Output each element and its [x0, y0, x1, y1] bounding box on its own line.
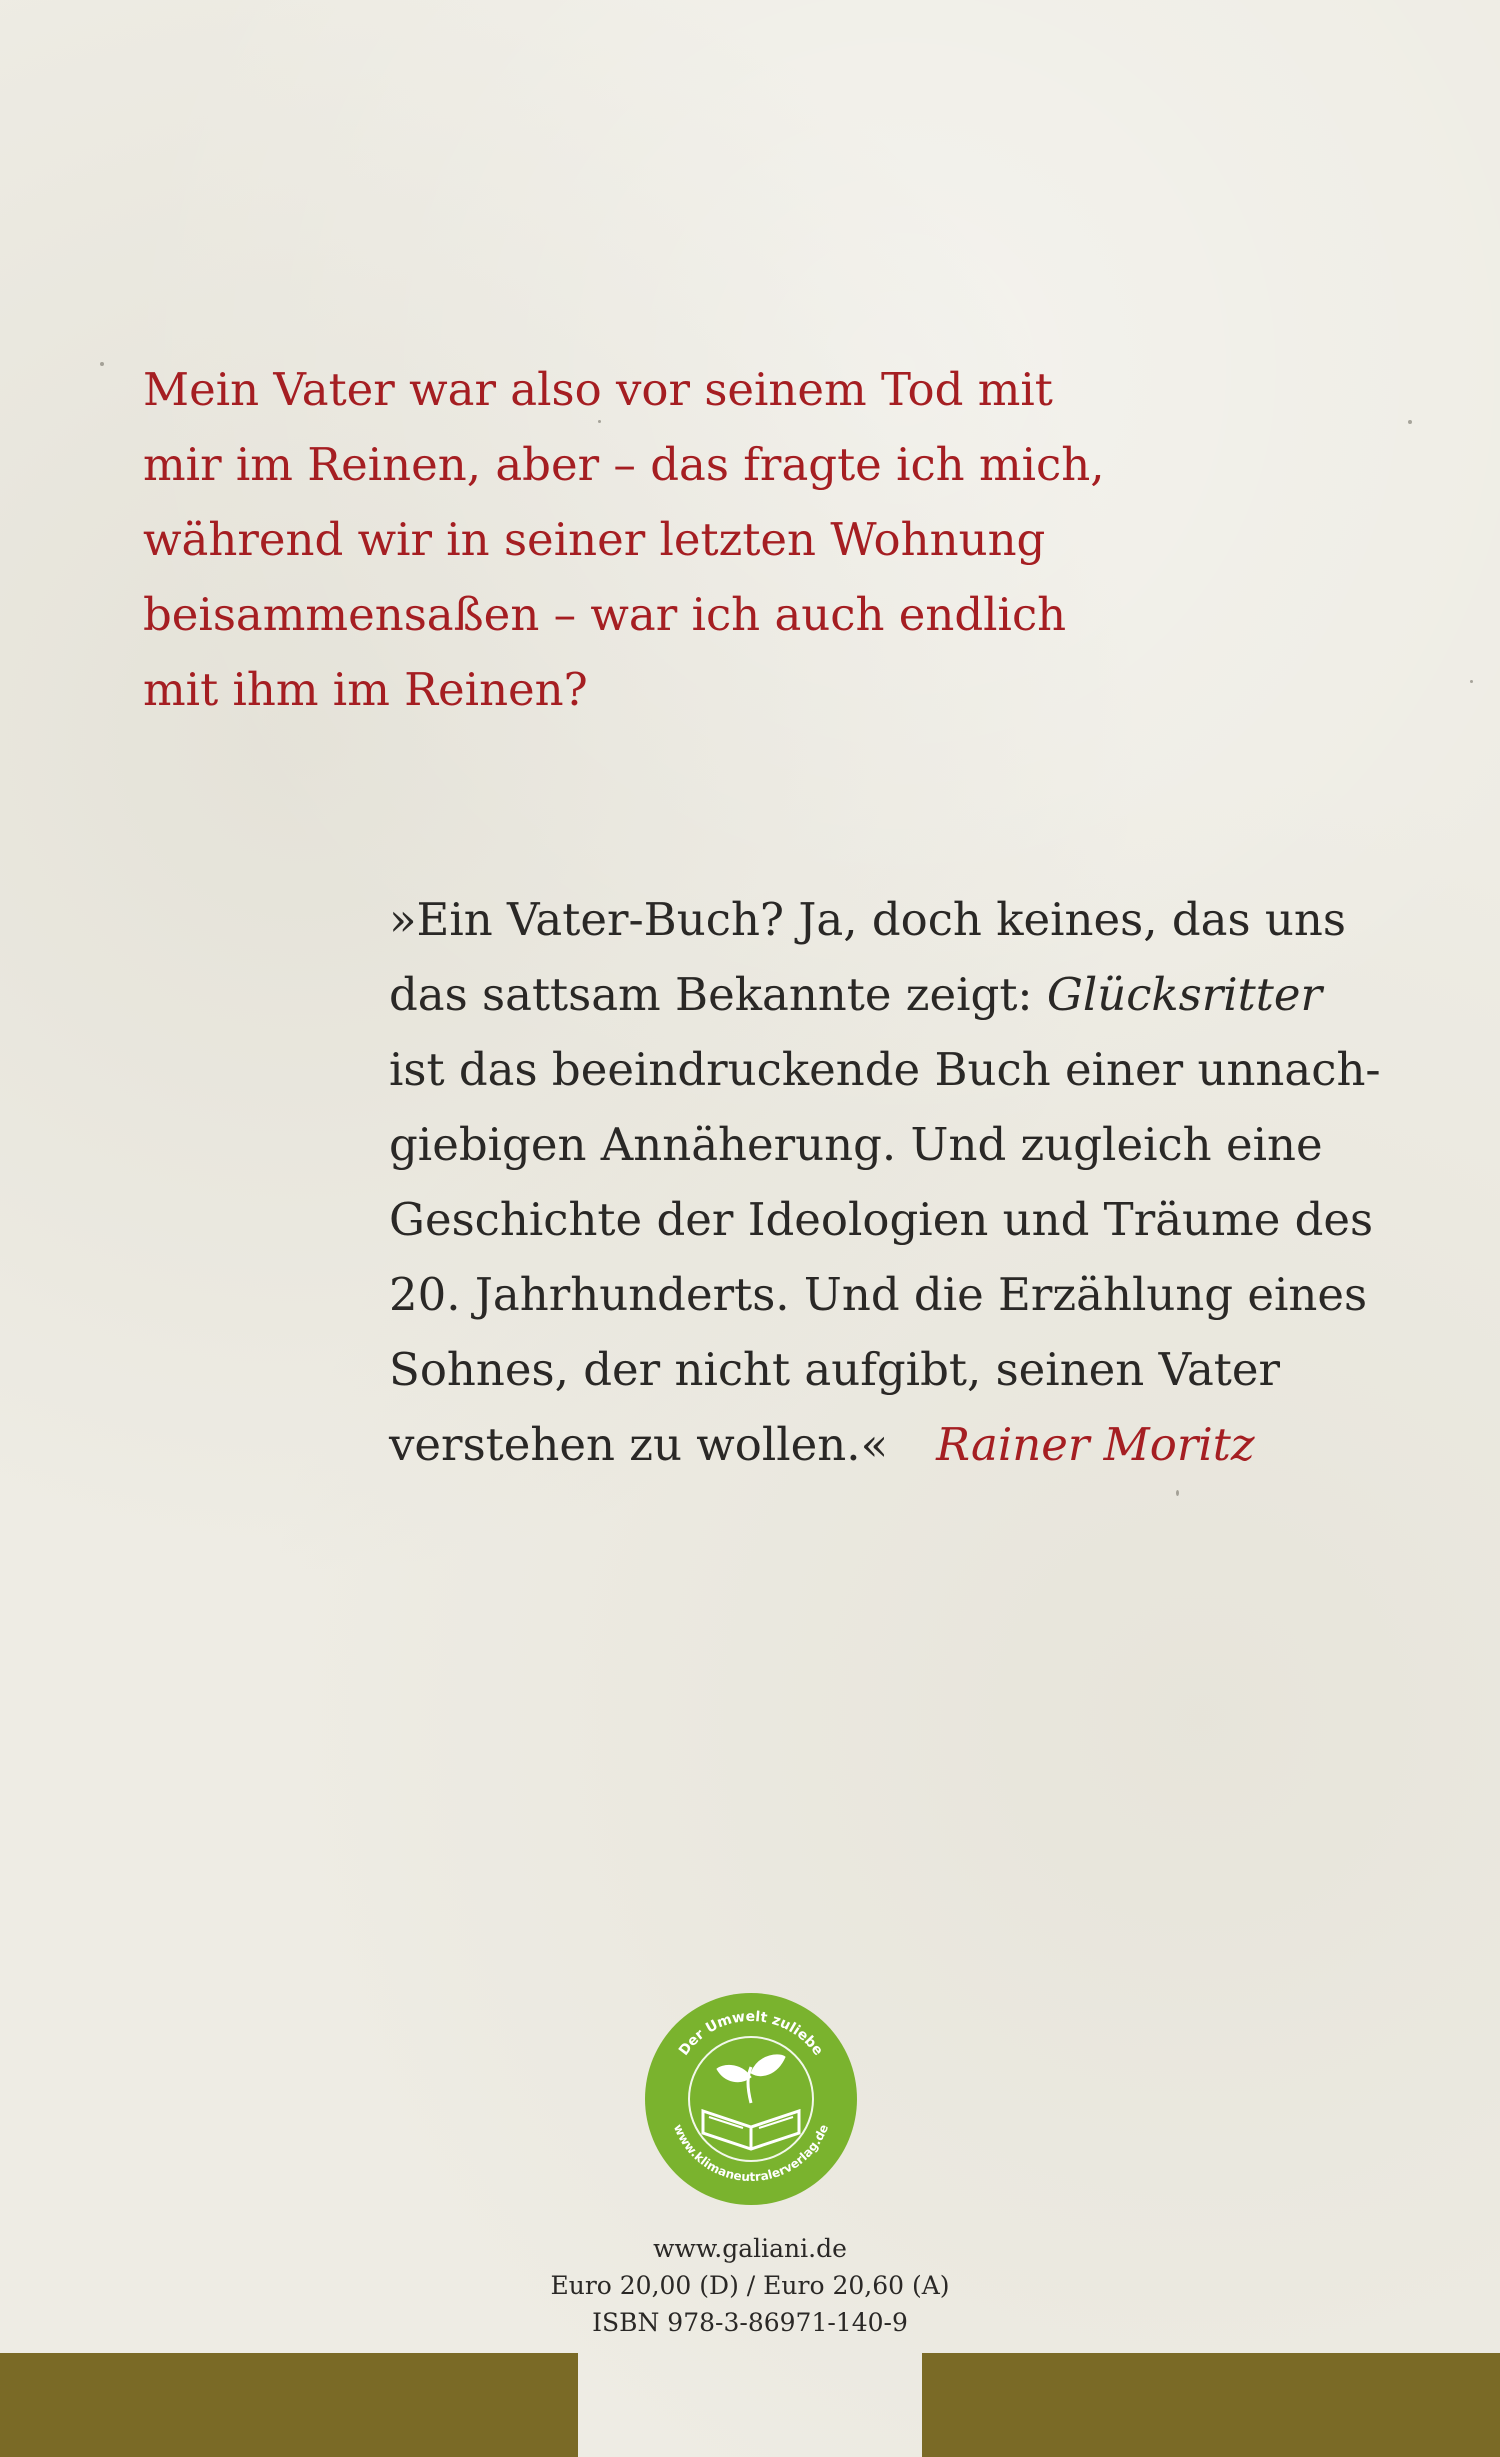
publisher-website: www.galiani.de	[653, 2234, 847, 2263]
book-title: Glücksritter	[1046, 968, 1322, 1021]
review-quote	[389, 882, 1389, 1482]
review-line	[389, 957, 1389, 1032]
excerpt-line: mit ihm im Reinen?	[143, 663, 588, 716]
review-line	[389, 1407, 1389, 1482]
excerpt-line: während wir in seiner letzten Wohnung	[143, 513, 1046, 566]
excerpt-line: mir im Reinen, aber – das fragte ich mich,	[143, 438, 1105, 491]
review-line: Geschichte der Ideologien und Träume des	[389, 1193, 1374, 1246]
review-author: Rainer Moritz	[936, 1418, 1255, 1471]
paper-speck	[1470, 680, 1473, 683]
badge-bottom-text: www.klimaneutralerverlag.de	[670, 2122, 832, 2185]
review-line: »Ein Vater-Buch? Ja, doch keines, das uns	[389, 893, 1346, 946]
isbn: ISBN 978-3-86971-140-9	[592, 2308, 908, 2337]
paper-speck	[100, 362, 104, 366]
review-line: giebigen Annäherung. Und zugleich eine	[389, 1118, 1323, 1171]
review-line: Sohnes, der nicht aufgibt, seinen Vater	[389, 1343, 1281, 1396]
review-line: 20. Jahrhunderts. Und die Erzählung eines	[389, 1268, 1368, 1321]
bottom-band-right	[922, 2353, 1500, 2457]
review-text: das sattsam Bekannte zeigt:	[389, 968, 1047, 1021]
book-excerpt	[143, 352, 1143, 727]
review-line: ist das beeindruckende Buch einer unnach-	[389, 1043, 1381, 1096]
climate-neutral-badge	[643, 1991, 859, 2207]
imprint	[450, 2230, 1050, 2341]
paper-speck	[1176, 1490, 1179, 1496]
excerpt-line: beisammensaßen – war ich auch endlich	[143, 588, 1067, 641]
excerpt-line: Mein Vater war also vor seinem Tod mit	[143, 363, 1053, 416]
price: Euro 20,00 (D) / Euro 20,60 (A)	[550, 2271, 950, 2300]
bottom-band-left	[0, 2353, 578, 2457]
badge-top-text: Der Umwelt zuliebe	[675, 2008, 827, 2059]
paper-speck	[1408, 420, 1412, 424]
review-text: verstehen zu wollen.«	[389, 1418, 889, 1471]
